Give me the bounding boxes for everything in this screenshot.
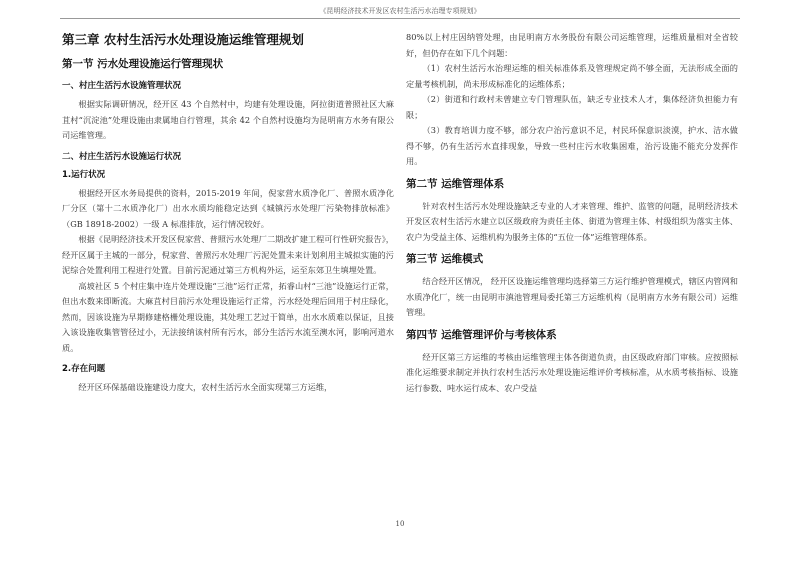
issue-item-3: （3）教育培训力度不够，部分农户治污意识不足，村民环保意识淡漠，护水、洁水做得不够，仍有生活污水直排现象，导致一些村庄污水收集困难，治污设施不能充分发挥作用。 (406, 125, 738, 166)
item-title-1: 1.运行状况 (62, 169, 106, 180)
paragraph-continued: 80%以上村庄因纳管处理，由昆明南方水务股份有限公司运维管理，运维质量相对全省较好，但仍存在如下几个问题： (406, 32, 738, 58)
chapter-title: 第三章 农村生活污水处理设施运维管理规划 (62, 32, 304, 47)
subsection-title-2: 二、村庄生活污水设施运行状况 (62, 151, 182, 162)
paragraph: 经开区环保基础设施建设力度大，农村生活污水全面实现第三方运维， (78, 382, 333, 392)
left-column (62, 30, 394, 396)
paragraph: 根据实际调研情况，经开区 43 个自然村中，均建有处理设施，阿拉街道普照社区大麻苴村“沉淀池”处理设施由隶属地自行管理，其余 42 个自然村设施均为昆明南方水务有限公司运维管理。 (62, 99, 394, 140)
section-title-3: 第三节 运维模式 (406, 253, 484, 265)
page-header: 《昆明经济技术开发区农村生活污水治理专项规划》 (60, 4, 740, 19)
section-title-2: 第二节 运维管理体系 (406, 177, 505, 190)
paragraph: 针对农村生活污水处理设施缺乏专业的人才来管理、维护、监管的问题，昆明经济技术开发区农村生活污水建立以区级政府为责任主体、街道为管理主体、村级组织为落实主体、农户为受益主体、运维机构为服务主体的“五位一体”运维管理体系。 (406, 200, 738, 242)
paragraph: 根据《昆明经济技术开发区倪家营、普照污水处理厂二期改扩建工程可行性研究报告》，经开区属于主城的一部分，倪家营、普照污水处理厂污泥处置未来计划利用主城拟实施的污泥综合处置利用工程进行处置。目前污泥通过第三方机构外运，运至东郊卫生填埋处置。 (62, 234, 394, 275)
paragraph: 经开区第三方运维的考核由运维管理主体各街道负责，由区级政府部门审核。应按照标准化运维要求制定并执行农村生活污水处理设施运维评价考核标准，从水质考核指标、设施运行参数、吨水运行成本、农户受益 (406, 351, 738, 393)
right-column (406, 30, 738, 396)
paragraph: 根据经开区水务局提供的资料，2015-2019 年间，倪家营水质净化厂、普照水质净化厂分区（第十二水质净化厂）出水水质均能稳定达到《城镇污水处理厂污染物排放标准》（GB 18918-2002）一级 A 标准排放，运行情况较好。 (62, 187, 394, 229)
paragraph: 结合经开区情况， 经开区设施运维管理均选择第三方运行维护管理模式，辖区内管网和水质净化厂，统一由昆明市滇池管理局委托第三方运维机构（昆明南方水务有限公司）运维管理。 (406, 276, 738, 317)
issue-item-1: （1）农村生活污水治理运维的相关标准体系及管理规定尚不够全面，无法形成全面的定量考核机制，尚未形成标准化的运维体系； (406, 63, 738, 89)
issue-item-2: （2）街道和行政村未曾建立专门管理队伍，缺乏专业技术人才，集体经济负担能力有限； (406, 94, 738, 120)
subsection-title-1: 一、村庄生活污水设施管理状况 (62, 81, 182, 91)
section-title-1: 第一节 污水处理设施运行管理现状 (62, 58, 224, 70)
paragraph: 高坡社区 5 个村庄集中连片处理设施“三池”运行正常，拓睿山村“三池”设施运行正常，但出水数来即断流。大麻苴村目前污水处理设施运行正常，污水经处理后回用于村庄绿化，然而，因该设施为早期修建格栅处理设施，其处理工艺过于简单，出水水质难以保证，且接入该设施收集管管径过小，无法接纳该村所有污水，部分生活污水流至澳水河，影响河道水质。 (62, 280, 394, 353)
section-title-4: 第四节 运维管理评价与考核体系 (406, 328, 557, 341)
page-number: 10 (395, 520, 405, 528)
item-title-2: 2.存在问题 (62, 364, 106, 374)
